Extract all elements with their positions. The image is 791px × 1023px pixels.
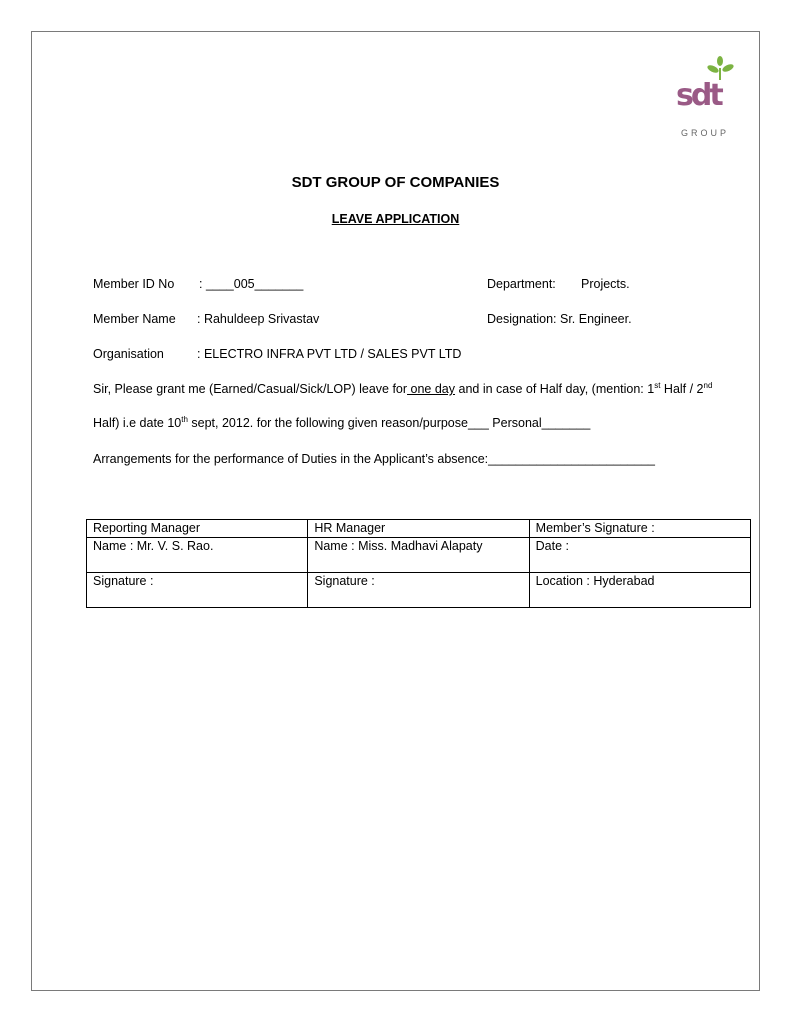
table-cell: HR Manager [308,520,529,538]
table-row [87,520,751,538]
table-row [87,573,751,608]
table-cell: Location : Hyderabad [529,573,750,608]
organisation-row [93,347,461,361]
sup-nd: nd [703,380,713,390]
date-text-b: sept, 2012. for the following given reason/purpose___ Personal_______ [187,416,591,430]
leave-text-a: Sir, Please grant me (Earned/Casual/Sick/LOP) leave for [93,382,408,396]
table-cell: Signature : [87,573,308,608]
sup-st: st [654,380,661,390]
table-cell: Date : [529,538,750,573]
company-logo [676,56,732,140]
organisation-label: Organisation [93,347,164,361]
table-cell: Name : Mr. V. S. Rao. [87,538,308,573]
department-label: Department: [487,277,556,291]
department-row [487,277,630,291]
page-title: SDT GROUP OF COMPANIES [291,174,500,191]
member-name-row [93,312,319,326]
member-name-label: Member Name [93,312,176,326]
member-id-row [93,277,303,291]
table-cell: Reporting Manager [87,520,308,538]
sup-th: th [181,414,188,424]
table-row [87,538,751,573]
logo-brand-text: sdt [676,78,721,113]
leave-duration: one day [407,382,456,396]
designation-row [487,312,632,326]
table-cell: Signature : [308,573,529,608]
approval-table [86,519,751,608]
arrangements-line: Arrangements for the performance of Duties in the Applicant’s absence:________________________ [93,452,655,466]
organisation-value: : ELECTRO INFRA PVT LTD / SALES PVT LTD [197,347,462,361]
page-subtitle: LEAVE APPLICATION [331,212,460,226]
leave-text-b: and in case of Half day, (mention: 1 [455,382,655,396]
member-name-value: : Rahuldeep Srivastav [197,312,320,326]
department-value: Projects. [581,277,630,291]
table-cell: Name : Miss. Madhavi Alapaty [308,538,529,573]
leave-request-line [93,382,712,396]
leave-text-c: Half / 2 [660,382,704,396]
table-cell: Member’s Signature : [529,520,750,538]
leave-date-line [93,416,590,430]
logo-group-text: GROUP [681,128,730,138]
designation-label: Designation: [487,312,557,326]
date-text-a: Half) i.e date 10 [93,416,182,430]
designation-value: Sr. Engineer. [559,312,632,326]
member-id-label: Member ID No [93,277,175,291]
member-id-value: : ____005_______ [199,277,304,291]
